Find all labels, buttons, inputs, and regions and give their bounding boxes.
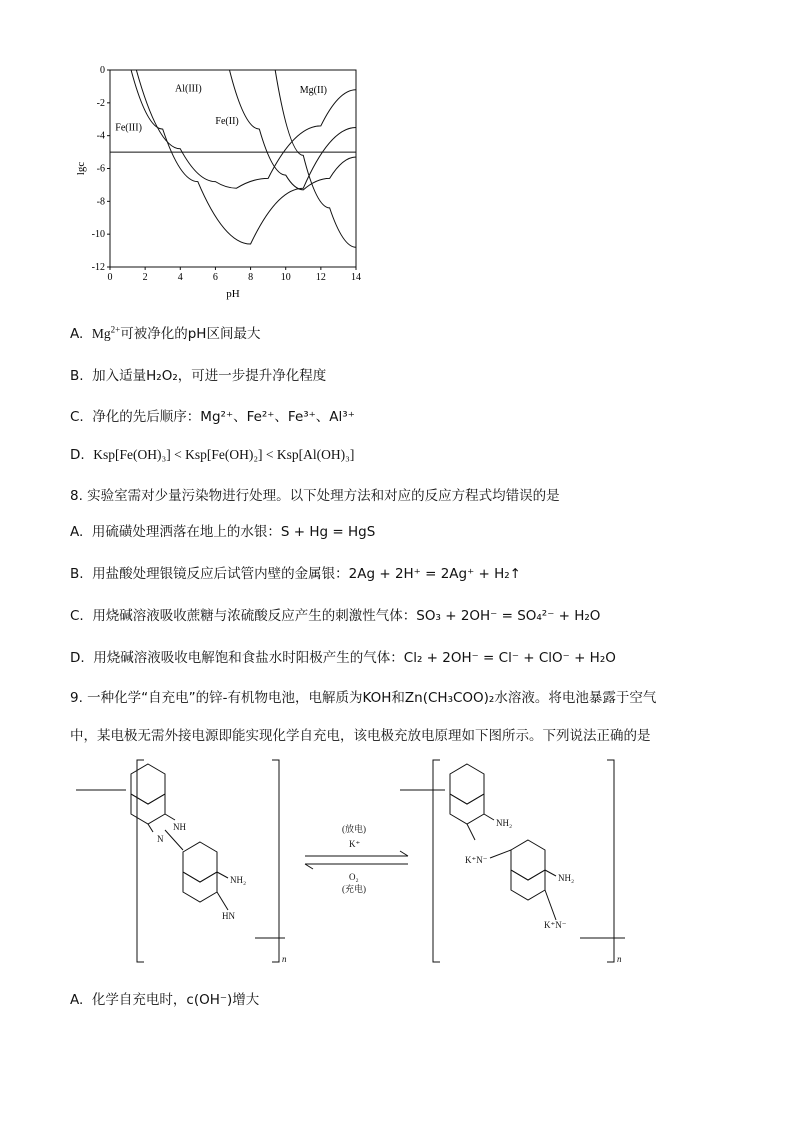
charge-discharge-diagram: [60, 750, 700, 975]
left-n-label: N: [157, 834, 164, 844]
x-tick-label: 4: [177, 272, 183, 283]
option-7b: B. 加入适量H₂O₂，可进一步提升净化程度: [70, 368, 327, 384]
left-nh-top-label: NH: [173, 822, 186, 832]
left-bracket-open: [137, 760, 144, 962]
question-8-stem: 8. 实验室需对少量污染物进行处理。以下处理方法和对应的反应方程式均错误的是: [70, 488, 560, 504]
x-tick-label: 2: [142, 272, 148, 283]
x-tick-label: 14: [351, 272, 361, 283]
option-8c: C. 用烧碱溶液吸收蔗糖与浓硫酸反应产生的刺激性气体：SO₃ + 2OH⁻ = SO₄²⁻ + H₂O: [70, 608, 601, 624]
left-n-subscript: n: [282, 954, 287, 964]
left-hn-label: HN: [222, 911, 235, 921]
series-label: Mg(II): [299, 84, 327, 96]
right-nh2-label: NH₂: [558, 873, 575, 883]
option-8a: A. 用硫磺处理洒落在地上的水银：S + Hg = HgS: [70, 524, 376, 540]
x-tick-label: 12: [315, 272, 326, 283]
right-bracket-close: [607, 760, 614, 962]
y-axis-label: lgc: [75, 161, 87, 176]
y-tick-label: -10: [91, 229, 105, 241]
series-line-Fe(II): [229, 70, 356, 190]
option-9a: A. 化学自充电时，c(OH⁻)增大: [70, 992, 260, 1008]
right-nh2-top-label: NH₂: [496, 818, 513, 828]
y-tick-label: -6: [96, 163, 105, 175]
x-tick-label: 6: [212, 272, 218, 283]
option-7d: D. Ksp[Fe(OH)₃] < Ksp[Fe(OH)₂] < Ksp[Al(OH)₃]: [70, 447, 355, 463]
lgc-ph-chart: [70, 55, 380, 310]
arrow-label-o2: O₂: [349, 872, 359, 882]
right-n-subscript: n: [617, 954, 622, 964]
series-label: Al(III): [175, 83, 202, 95]
option-8d: D. 用烧碱溶液吸收电解饱和食盐水时阳极产生的气体：Cl₂ + 2OH⁻ = Cl⁻ + ClO⁻ + H₂O: [70, 650, 616, 666]
left-naphthalene-top: [131, 764, 175, 832]
right-kn-1-label: K⁺N⁻: [465, 855, 488, 865]
y-tick-label: -12: [91, 262, 105, 273]
series-line-Mg(II): [275, 70, 356, 247]
question-9-stem-line1: 9. 一种化学“自充电”的锌-有机物电池，电解质为KOH和Zn(CH₃COO)₂水溶液。将电池暴露于空气: [70, 690, 657, 706]
left-bracket-close: [272, 760, 279, 962]
series-line-Fe(III): [131, 70, 356, 244]
question-9-stem-line2: 中，某电极无需外接电源即能实现化学自充电，该电极充放电原理如下图所示。下列说法正确的是: [70, 728, 651, 744]
option-8b: B. 用盐酸处理银镜反应后试管内壁的金属银：2Ag + 2H⁺ = 2Ag⁺ + H₂↑: [70, 566, 521, 582]
x-axis-label: pH: [226, 288, 240, 300]
y-tick-label: 0: [100, 65, 105, 76]
x-tick-label: 0: [107, 272, 113, 283]
series-label: Fe(III): [115, 122, 142, 134]
x-tick-label: 8: [248, 272, 254, 283]
option-7a: A. $Mg^{2+}$可被净化的pH区间最大: [70, 324, 261, 342]
arrow-label-charge: (充电): [342, 884, 366, 894]
y-tick-label: -2: [96, 97, 105, 109]
series-label: Fe(II): [215, 116, 239, 128]
option-7c: C. 净化的先后顺序：Mg²⁺、Fe²⁺、Fe³⁺、Al³⁺: [70, 409, 355, 425]
arrow-label-k: K⁺: [349, 839, 361, 849]
left-naphthalene-bottom: [165, 830, 285, 938]
right-naphthalene-top: [450, 764, 494, 840]
arrow-label-discharge: (放电): [342, 824, 366, 834]
y-tick-label: -8: [96, 196, 105, 208]
x-tick-label: 10: [280, 272, 291, 283]
y-tick-label: -4: [96, 130, 105, 142]
left-nh2-label: NH₂: [230, 875, 247, 885]
equilibrium-arrows: [305, 851, 408, 869]
right-kn-2-label: K⁺N⁻: [544, 920, 567, 930]
